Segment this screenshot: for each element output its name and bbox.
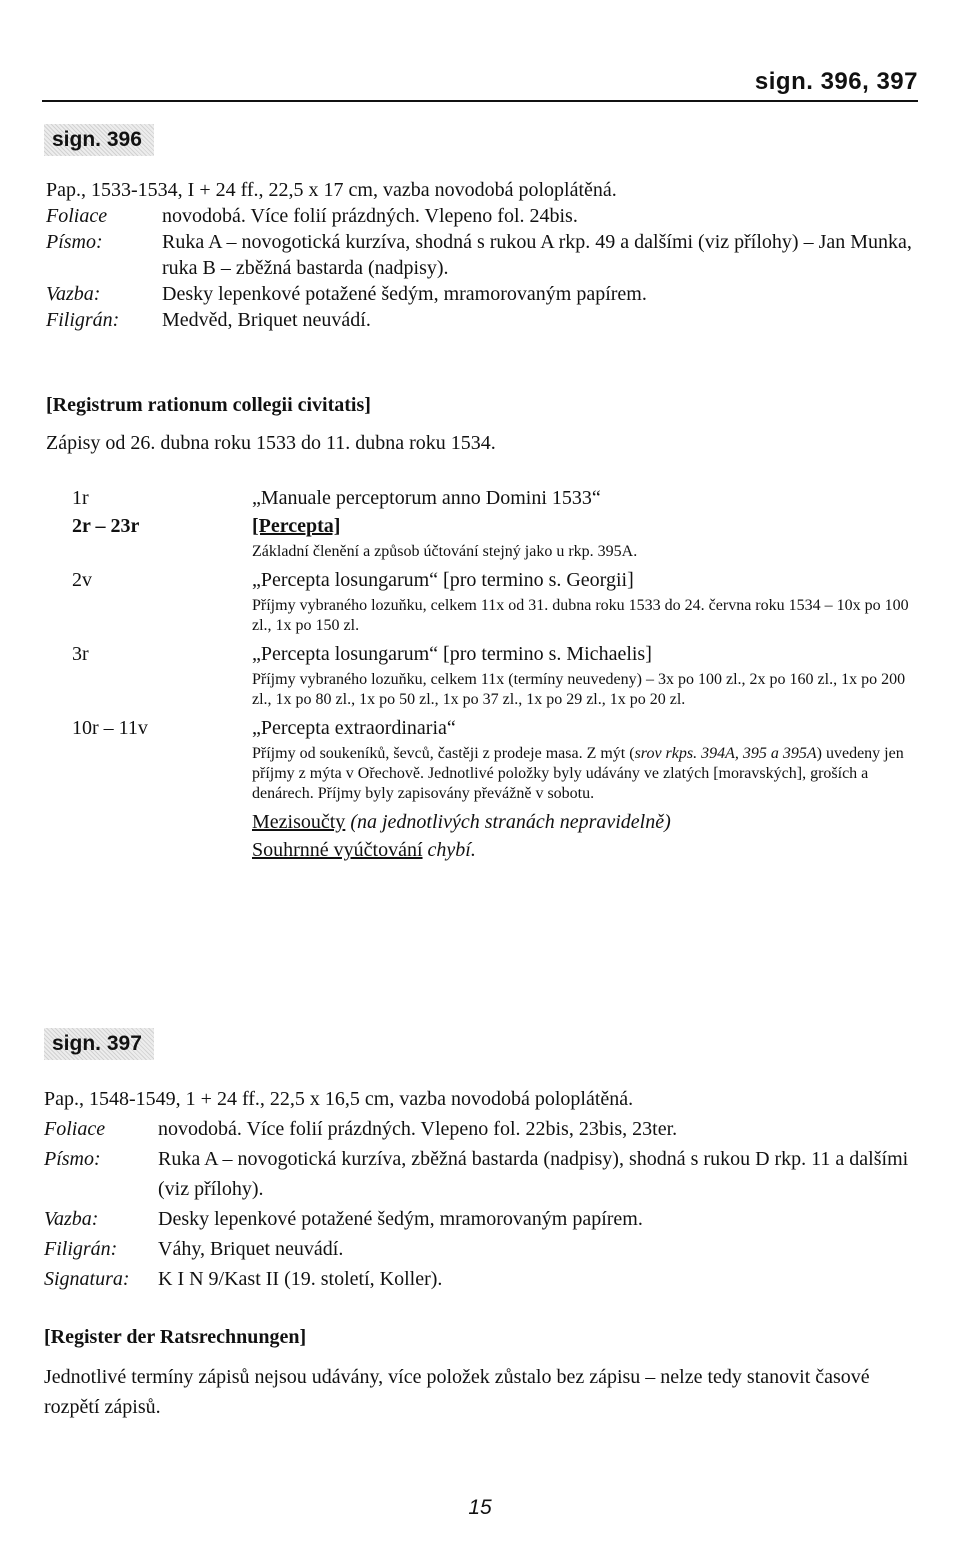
entry-row bbox=[72, 484, 918, 512]
entry-row bbox=[72, 714, 918, 864]
page-number: 15 bbox=[468, 1496, 492, 1519]
field-row bbox=[44, 1204, 918, 1234]
entry-note: Příjmy vybraného lozuňku, celkem 11x (termíny neuvedeny) – 3x po 100 zl., 2x po 160 zl., 1x po 200 zl., 1x po 80 zl., 1x po 50 zl., 1x po 37 zl., 1x po 29 zl., 1x po 20 zl. bbox=[252, 671, 906, 708]
field-label: Signatura: bbox=[44, 1268, 130, 1290]
field-row bbox=[46, 307, 918, 333]
header-rule bbox=[42, 100, 918, 102]
sign-397-dates: Jednotlivé termíny zápisů nejsou udávány, více položek zůstalo bez zápisu – nelze tedy stanovit časové rozpětí zápisů. bbox=[44, 1366, 870, 1418]
field-row bbox=[44, 1264, 918, 1294]
entry-folio: 2r – 23r bbox=[72, 515, 140, 537]
sign-397-intro: Pap., 1548-1549, 1 + 24 ff., 22,5 x 16,5 cm, vazba novodobá poloplátěná. bbox=[44, 1088, 634, 1110]
field-row bbox=[46, 203, 918, 229]
entry-folio: 2v bbox=[72, 569, 92, 591]
entry-note: Základní členění a způsob účtování stejný jako u rkp. 395A. bbox=[252, 543, 638, 560]
subtotals-line: Mezisoučty (na jednotlivých stranách nepravidelně) bbox=[252, 811, 671, 833]
field-value: Medvěd, Briquet neuvádí. bbox=[162, 309, 371, 331]
entry-note: Příjmy vybraného lozuňku, celkem 11x od 31. dubna roku 1533 do 24. června roku 1534 – 10x po 100 zl., 1x po 150 zl. bbox=[252, 597, 909, 634]
sign-397-description bbox=[44, 1084, 918, 1294]
field-row bbox=[46, 229, 918, 281]
entry-title: „Manuale perceptorum anno Domini 1533“ bbox=[252, 487, 601, 509]
field-value: Váhy, Briquet neuvádí. bbox=[158, 1238, 344, 1260]
entry-title: „Percepta losungarum“ [pro termino s. Michaelis] bbox=[252, 643, 652, 665]
field-value: Desky lepenkové potažené šedým, mramorovaným papírem. bbox=[158, 1208, 643, 1230]
total-line: Souhrnné vyúčtování chybí. bbox=[252, 839, 476, 861]
sign-396-description bbox=[46, 177, 918, 333]
entry-row bbox=[72, 566, 918, 640]
running-head: sign. 396, 397 bbox=[754, 68, 918, 95]
entry-row bbox=[72, 512, 918, 566]
entry-title: „Percepta extraordinaria“ bbox=[252, 717, 456, 739]
sign-397-title: [Register der Ratsrechnungen] bbox=[44, 1326, 307, 1348]
field-label: Filigrán: bbox=[46, 309, 120, 331]
field-value: K I N 9/Kast II (19. století, Koller). bbox=[158, 1268, 443, 1290]
entry-title: [Percepta] bbox=[252, 515, 341, 537]
field-value: Ruka A – novogotická kurzíva, shodná s rukou A rkp. 49 a dalšími (viz přílohy) – Jan Munka, ruka B – zběžná bastarda (nadpisy). bbox=[162, 231, 912, 279]
entry-folio: 1r bbox=[72, 487, 89, 509]
sign-396-title: [Registrum rationum collegii civitatis] bbox=[46, 394, 371, 416]
field-value: novodobá. Více folií prázdných. Vlepeno fol. 24bis. bbox=[162, 205, 578, 227]
entry-title: „Percepta losungarum“ [pro termino s. Georgii] bbox=[252, 569, 634, 591]
field-value: Ruka A – novogotická kurzíva, zběžná bastarda (nadpisy), shodná s rukou D rkp. 11 a dalšími (viz přílohy). bbox=[158, 1148, 909, 1200]
field-label: Písmo: bbox=[46, 231, 103, 253]
field-value: novodobá. Více folií prázdných. Vlepeno fol. 22bis, 23bis, 23ter. bbox=[158, 1118, 678, 1140]
field-label: Vazba: bbox=[44, 1208, 99, 1230]
field-row bbox=[44, 1144, 918, 1204]
sign-397-label: sign. 397 bbox=[44, 1028, 154, 1060]
field-label: Foliace bbox=[46, 205, 108, 227]
field-row bbox=[46, 281, 918, 307]
field-value: Desky lepenkové potažené šedým, mramorovaným papírem. bbox=[162, 283, 647, 305]
entry-row bbox=[72, 640, 918, 714]
entry-note: Příjmy od soukeníků, ševců, častěji z prodeje masa. Z mýt (srov rkps. 394A, 395 a 395A) uvedeny jen příjmy z mýta v Ořechově. Jednotlivé položky byly udávány ve zlatých [moravských], groších a denárech. Příjmy byly zapisovány převážně v sobotu. bbox=[252, 745, 904, 802]
field-label: Vazba: bbox=[46, 283, 101, 305]
field-label: Foliace bbox=[44, 1118, 106, 1140]
entry-folio: 10r – 11v bbox=[72, 717, 148, 739]
sign-396-intro: Pap., 1533-1534, I + 24 ff., 22,5 x 17 cm, vazba novodobá poloplátěná. bbox=[46, 179, 617, 201]
sign-396-entries bbox=[72, 484, 918, 864]
entry-folio: 3r bbox=[72, 643, 89, 665]
field-label: Písmo: bbox=[44, 1148, 101, 1170]
field-label: Filigrán: bbox=[44, 1238, 118, 1260]
sign-396-dates: Zápisy od 26. dubna roku 1533 do 11. dubna roku 1534. bbox=[46, 432, 496, 454]
field-row bbox=[44, 1234, 918, 1264]
field-row bbox=[44, 1114, 918, 1144]
sign-396-label: sign. 396 bbox=[44, 124, 154, 156]
